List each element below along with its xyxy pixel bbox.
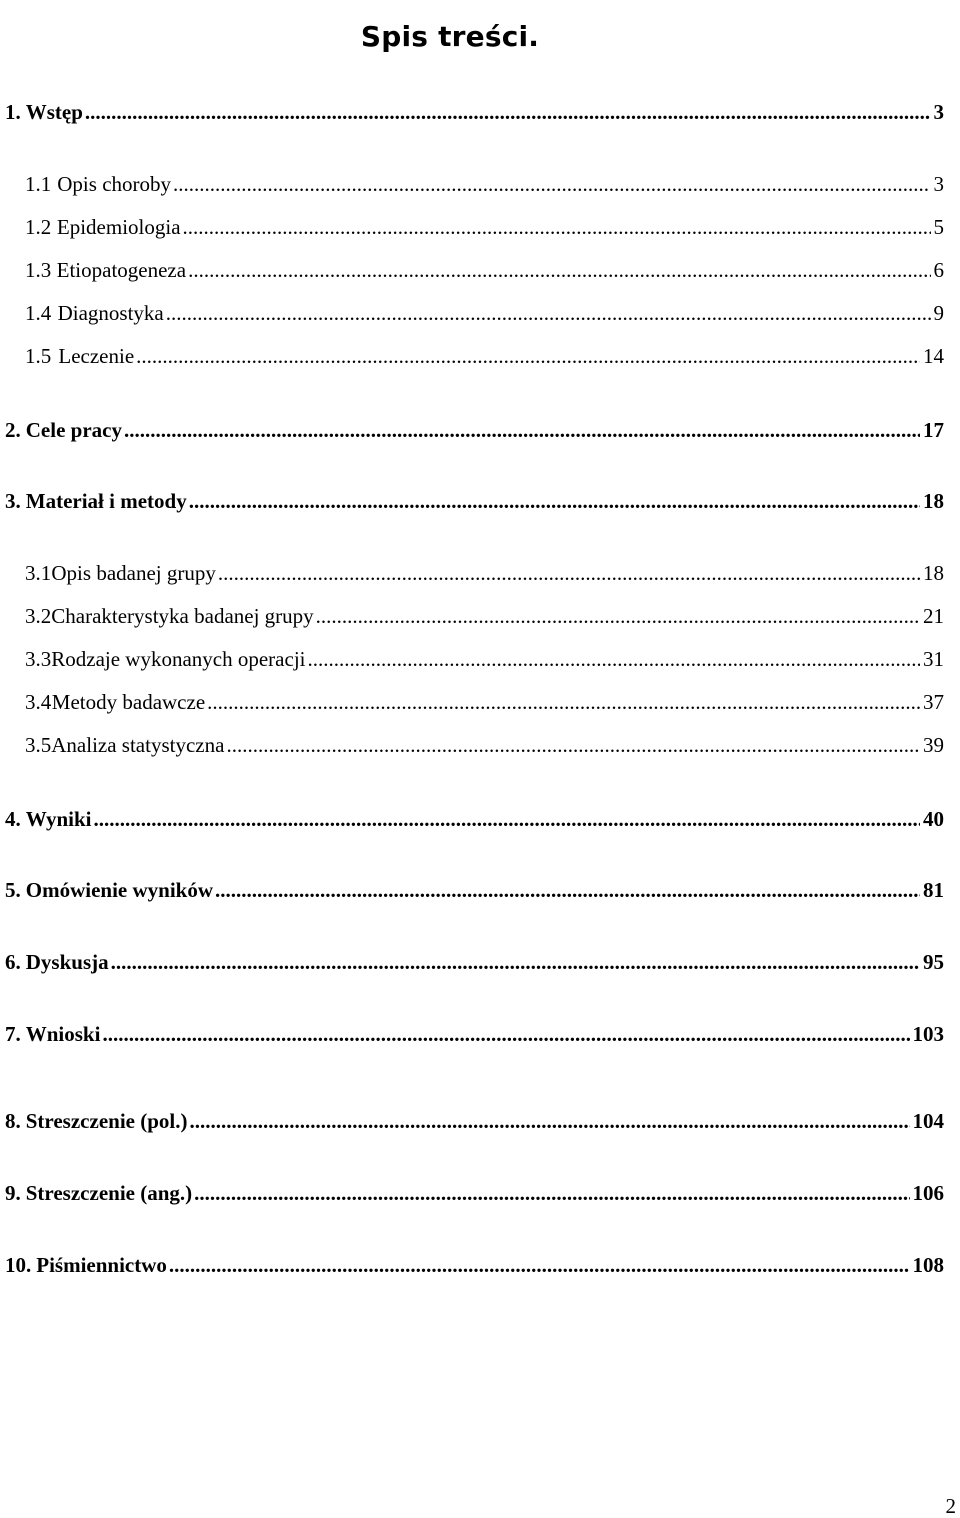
toc-entry-number: 9. — [5, 1181, 21, 1205]
toc-dot-leader — [169, 1252, 910, 1278]
toc-dot-leader — [189, 488, 920, 514]
toc-entry-leczenie[interactable] — [25, 343, 944, 369]
toc-entry-label: Rodzaje wykonanych operacji — [51, 647, 306, 671]
toc-dot-leader — [102, 1021, 909, 1047]
toc-entry-page: 95 — [923, 950, 944, 974]
page-number: 2 — [945, 1494, 956, 1518]
toc-entry-cele-pracy[interactable] — [5, 417, 944, 443]
toc-entry-metody-badawcze[interactable] — [25, 689, 944, 715]
toc-entry-streszczenie-ang[interactable] — [5, 1180, 944, 1206]
toc-entry-number: 5. — [5, 878, 21, 902]
toc-entry-number: 8. — [5, 1109, 21, 1133]
toc-dot-leader — [316, 603, 920, 629]
toc-entry-page: 3 — [933, 100, 944, 124]
toc-entry-number: 1.1 — [25, 172, 52, 196]
toc-entry-page: 6 — [933, 258, 944, 282]
toc-entry-page: 18 — [923, 489, 944, 513]
toc-dot-leader — [215, 877, 920, 903]
toc-entry-page: 21 — [923, 604, 944, 628]
toc-entry-label: Diagnostyka — [57, 301, 164, 325]
toc-entry-label: Leczenie — [58, 344, 135, 368]
toc-entry-page: 5 — [933, 215, 944, 239]
toc-entry-number: 1.4 — [25, 301, 52, 325]
toc-entry-label: Metody badawcze — [51, 690, 206, 714]
toc-entry-number: 3.4 — [25, 690, 52, 714]
toc-entry-number: 3. — [5, 489, 21, 513]
toc-entry-diagnostyka[interactable] — [25, 300, 944, 326]
toc-entry-label: Epidemiologia — [56, 215, 181, 239]
toc-entry-number: 3.3 — [25, 647, 52, 671]
toc-entry-number: 1.2 — [25, 215, 52, 239]
toc-dot-leader — [194, 1180, 909, 1206]
toc-entry-page: 18 — [923, 561, 944, 585]
toc-dot-leader — [124, 417, 920, 443]
toc-entry-label: Dyskusja — [25, 950, 109, 974]
toc-entry-number: 3.5 — [25, 733, 52, 757]
toc-dot-leader — [173, 171, 930, 197]
toc-entry-page: 39 — [923, 733, 944, 757]
toc-entry-label: Opis choroby — [57, 172, 172, 196]
toc-entry-page: 37 — [923, 690, 944, 714]
toc-entry-page: 31 — [923, 647, 944, 671]
toc-entry-label: Wyniki — [25, 807, 92, 831]
toc-entry-page: 14 — [923, 344, 944, 368]
toc-entry-rodzaje-operacji[interactable] — [25, 646, 944, 672]
toc-entry-number: 3.1 — [25, 561, 52, 585]
toc-entry-pismiennictwo[interactable] — [5, 1252, 944, 1278]
toc-entry-label: Piśmiennictwo — [36, 1253, 167, 1277]
toc-entry-page: 17 — [923, 418, 944, 442]
toc-entry-label: Etiopatogeneza — [56, 258, 187, 282]
toc-entry-page: 106 — [912, 1181, 944, 1205]
toc-dot-leader — [111, 949, 920, 975]
toc-entry-number: 1.5 — [25, 344, 52, 368]
toc-dot-leader — [136, 343, 920, 369]
toc-entry-page: 81 — [923, 878, 944, 902]
toc-entry-page: 3 — [933, 172, 944, 196]
toc-entry-page: 40 — [923, 807, 944, 831]
toc-entry-page: 104 — [912, 1109, 944, 1133]
toc-entry-dyskusja[interactable] — [5, 949, 944, 975]
toc-entry-page: 108 — [912, 1253, 944, 1277]
page-title: Spis treści. — [360, 19, 540, 53]
toc-entry-opis-badanej-grupy[interactable] — [25, 560, 944, 586]
toc-entry-number: 7. — [5, 1022, 21, 1046]
toc-entry-number: 6. — [5, 950, 21, 974]
toc-entry-wstep[interactable] — [5, 99, 944, 125]
toc-dot-leader — [226, 732, 920, 758]
toc-entry-label: Streszczenie (ang.) — [25, 1181, 193, 1205]
toc-entry-wyniki[interactable] — [5, 806, 944, 832]
toc-entry-number: 2. — [5, 418, 21, 442]
toc-entry-number: 10. — [5, 1253, 32, 1277]
toc-entry-wnioski[interactable] — [5, 1021, 944, 1047]
toc-dot-leader — [207, 689, 920, 715]
toc-dot-leader — [188, 257, 930, 283]
toc-dot-leader — [85, 99, 931, 125]
toc-entry-label: Wnioski — [25, 1022, 101, 1046]
toc-entry-charakterystyka[interactable] — [25, 603, 944, 629]
toc-entry-label: Opis badanej grupy — [51, 561, 216, 585]
toc-entry-label: Omówienie wyników — [25, 878, 214, 902]
toc-entry-page: 9 — [933, 301, 944, 325]
toc-entry-epidemiologia[interactable] — [25, 214, 944, 240]
toc-dot-leader — [308, 646, 921, 672]
toc-dot-leader — [189, 1108, 909, 1134]
toc-entry-number: 3.2 — [25, 604, 52, 628]
toc-entry-opis-choroby[interactable] — [25, 171, 944, 197]
toc-dot-leader — [183, 214, 931, 240]
toc-entry-omowienie-wynikow[interactable] — [5, 877, 944, 903]
toc-entry-number: 1.3 — [25, 258, 52, 282]
toc-dot-leader — [94, 806, 921, 832]
toc-entry-number: 4. — [5, 807, 21, 831]
toc-dot-leader — [166, 300, 931, 326]
toc-entry-material-i-metody[interactable] — [5, 488, 944, 514]
toc-entry-label: Materiał i metody — [25, 489, 187, 513]
toc-entry-analiza-statystyczna[interactable] — [25, 732, 944, 758]
toc-entry-label: Cele pracy — [25, 418, 122, 442]
toc-entry-label: Wstęp — [25, 100, 83, 124]
toc-entry-label: Streszczenie (pol.) — [25, 1109, 188, 1133]
toc-entry-number: 1. — [5, 100, 21, 124]
toc-entry-etiopatogeneza[interactable] — [25, 257, 944, 283]
toc-entry-page: 103 — [912, 1022, 944, 1046]
toc-entry-streszczenie-pol[interactable] — [5, 1108, 944, 1134]
toc-dot-leader — [218, 560, 920, 586]
toc-entry-label: Charakterystyka badanej grupy — [51, 604, 314, 628]
toc-entry-label: Analiza statystyczna — [51, 733, 225, 757]
